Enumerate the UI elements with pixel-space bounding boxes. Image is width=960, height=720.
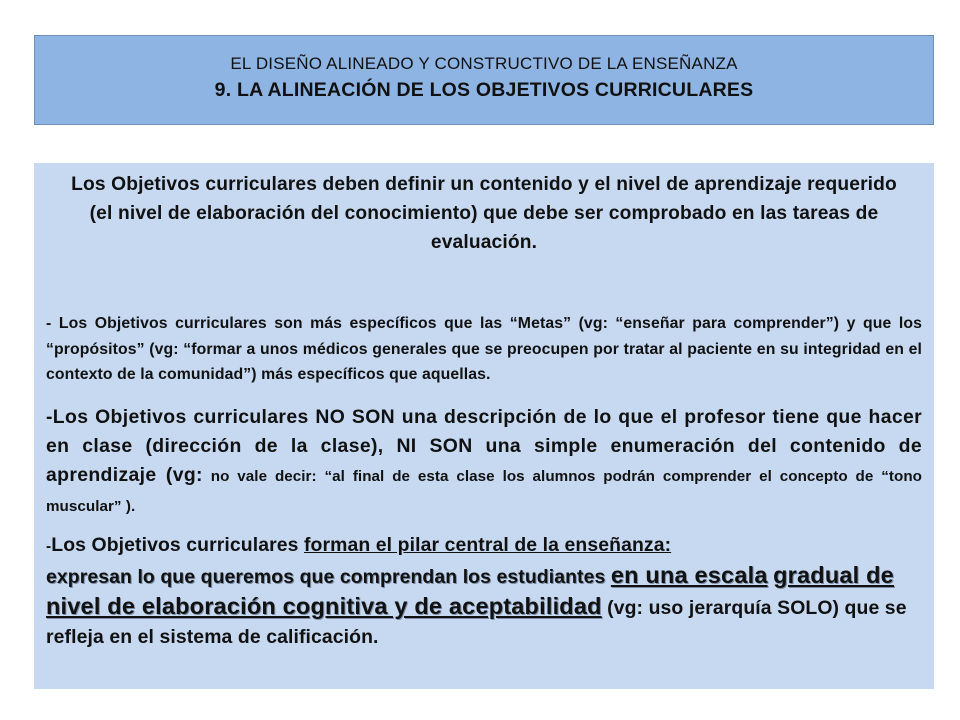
paragraph-pilar-dash: -: [46, 537, 52, 555]
paragraph-pilar-tail: (vg: uso jerarquía SOLO) que se refleja en el sistema de calificación.: [46, 596, 907, 648]
intro-paragraph: Los Objetivos curriculares deben definir un contenido y el nivel de aprendizaje requerido (el nivel de elaboración del conocimiento) que debe ser comprobado en las tareas de evaluación.: [71, 174, 897, 253]
title-box: [34, 35, 934, 125]
paragraph-pilar-expresan: expresan lo que queremos que comprendan los estudiantes: [46, 565, 611, 588]
content-box: [34, 163, 934, 689]
paragraph-pilar-lead: Los Objetivos curriculares: [51, 533, 304, 556]
paragraph-metas: - Los Objetivos curriculares son más específicos que las “Metas” (vg: “enseñar para comprender”) y que los “propósitos” (vg: “formar a unos médicos generales que se preocupen por tratar al paciente en su integridad en el contexto de la comunidad”) más específicos que aquellas.: [46, 315, 922, 383]
paragraph-no-son-example: no vale decir: “al final de esta clase los alumnos podrán comprender el concepto de “tono muscular” ).: [46, 467, 923, 515]
title-line-1: EL DISEÑO ALINEADO Y CONSTRUCTIVO DE LA ENSEÑANZA: [230, 54, 738, 73]
paragraph-no-son-main: -Los Objetivos curriculares NO SON una descripción de lo que el profesor tiene que hacer en clase (dirección de la clase), NI SON una simple enumeración del contenido de aprendizaje (vg:: [46, 405, 922, 486]
paragraph-pilar-body: [46, 561, 922, 652]
paragraph-pilar-gradual: gradual de nivel de elaboración cognitiva y de aceptabilidad: [46, 561, 894, 619]
paragraph-pilar-escala: en una escala: [610, 561, 768, 588]
paragraph-pilar-underlined: forman el pilar central de la enseñanza:: [303, 533, 672, 556]
title-line-2: 9. LA ALINEACIÓN DE LOS OBJETIVOS CURRICULARES: [214, 79, 754, 101]
paragraph-pilar: [46, 531, 922, 652]
paragraph-pilar-line1: [46, 531, 922, 561]
paragraph-no-son: [46, 403, 922, 521]
